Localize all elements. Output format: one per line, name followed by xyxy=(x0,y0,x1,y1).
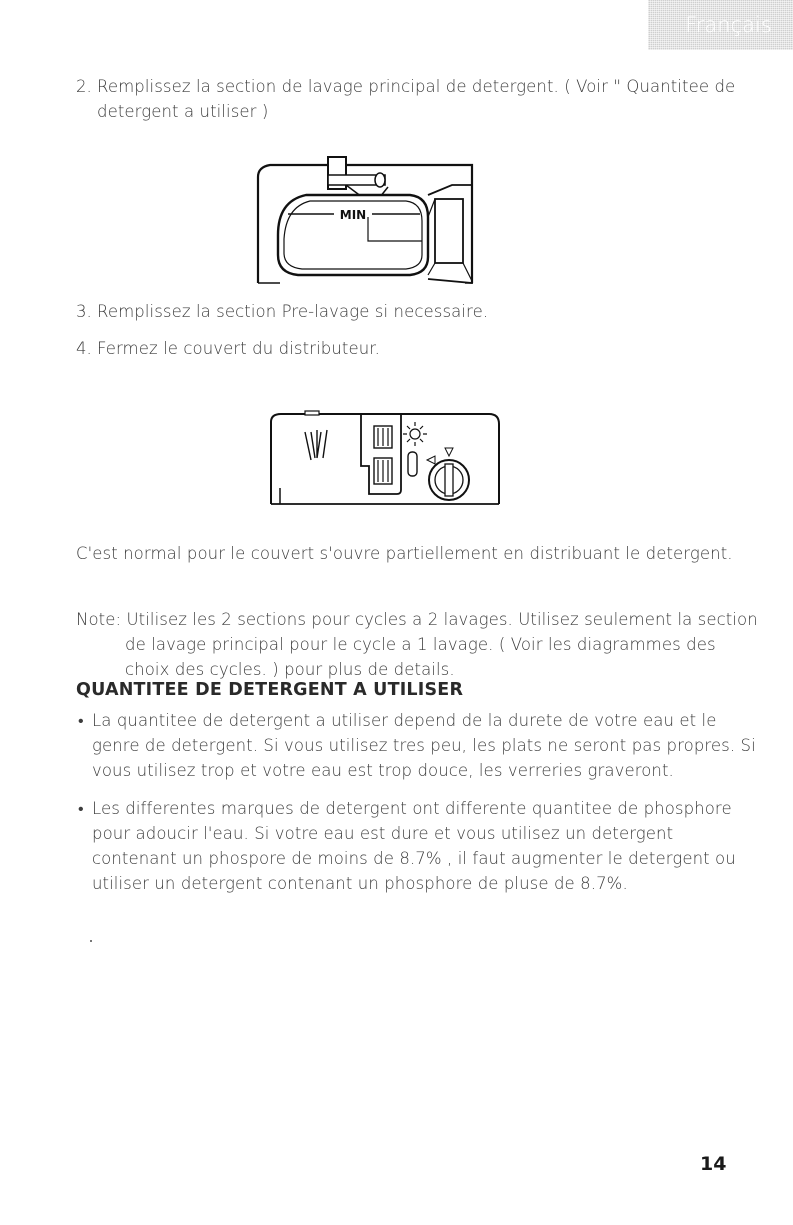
step-2-text-line1: Remplissez la section de lavage principal de detergent. ( Voir " Quantitee de xyxy=(97,77,736,96)
bullet-1-line3: vous utilisez trop et votre eau est trop douce, les verreries graveront. xyxy=(92,761,674,780)
note-line1: Note: Utilisez les 2 sections pour cycles a 2 lavages. Utilisez seulement la section xyxy=(76,610,758,629)
bullet-2-line1: Les differentes marques de detergent ont differente quantitee de phosphore xyxy=(92,799,732,818)
step-4-text: Fermez le couvert du distributeur. xyxy=(97,339,380,358)
step-3-number: 3. xyxy=(76,302,92,321)
closed-dispenser-figure xyxy=(265,408,505,508)
bullet-2-line3: contenant un phospore de moins de 8.7% , il faut augmenter le detergent ou xyxy=(92,849,736,868)
normal-behavior-text: C'est normal pour le couvert s'ouvre partiellement en distribuant le detergent. xyxy=(76,544,733,563)
step-2-number: 2. xyxy=(76,77,92,96)
bullet-2-line2: pour adoucir l'eau. Si votre eau est dure et vous utilisez un detergent xyxy=(92,824,674,843)
detergent-cup-figure xyxy=(250,155,485,290)
min-label: MIN xyxy=(339,208,367,222)
step-3-text: Remplissez la section Pre-lavage si necessaire. xyxy=(97,302,489,321)
stray-mark xyxy=(90,940,92,942)
language-tab xyxy=(648,0,793,50)
bullet-1-line2: genre de detergent. Si vous utilisez tres peu, les plats ne seront pas propres. Si xyxy=(92,736,756,755)
step-2-text-line2: detergent a utiliser ) xyxy=(97,102,269,121)
bullet-dot: • xyxy=(78,799,84,818)
bullet-1-line1: La quantitee de detergent a utiliser depend de la durete de votre eau et le xyxy=(92,711,717,730)
bullet-dot: • xyxy=(78,711,84,730)
note-line2: de lavage principal pour le cycle a 1 lavage. ( Voir les diagrammes des xyxy=(125,635,716,654)
step-4-number: 4. xyxy=(76,339,92,358)
bullet-2-line4: utiliser un detergent contenant un phosphore de pluse de 8.7%. xyxy=(92,874,628,893)
page-number: 14 xyxy=(700,1153,727,1175)
language-tab-label: Français xyxy=(685,13,772,37)
section-heading: QUANTITEE DE DETERGENT A UTILISER xyxy=(76,680,464,700)
note-line3: choix des cycles. ) pour plus de details. xyxy=(125,660,455,679)
